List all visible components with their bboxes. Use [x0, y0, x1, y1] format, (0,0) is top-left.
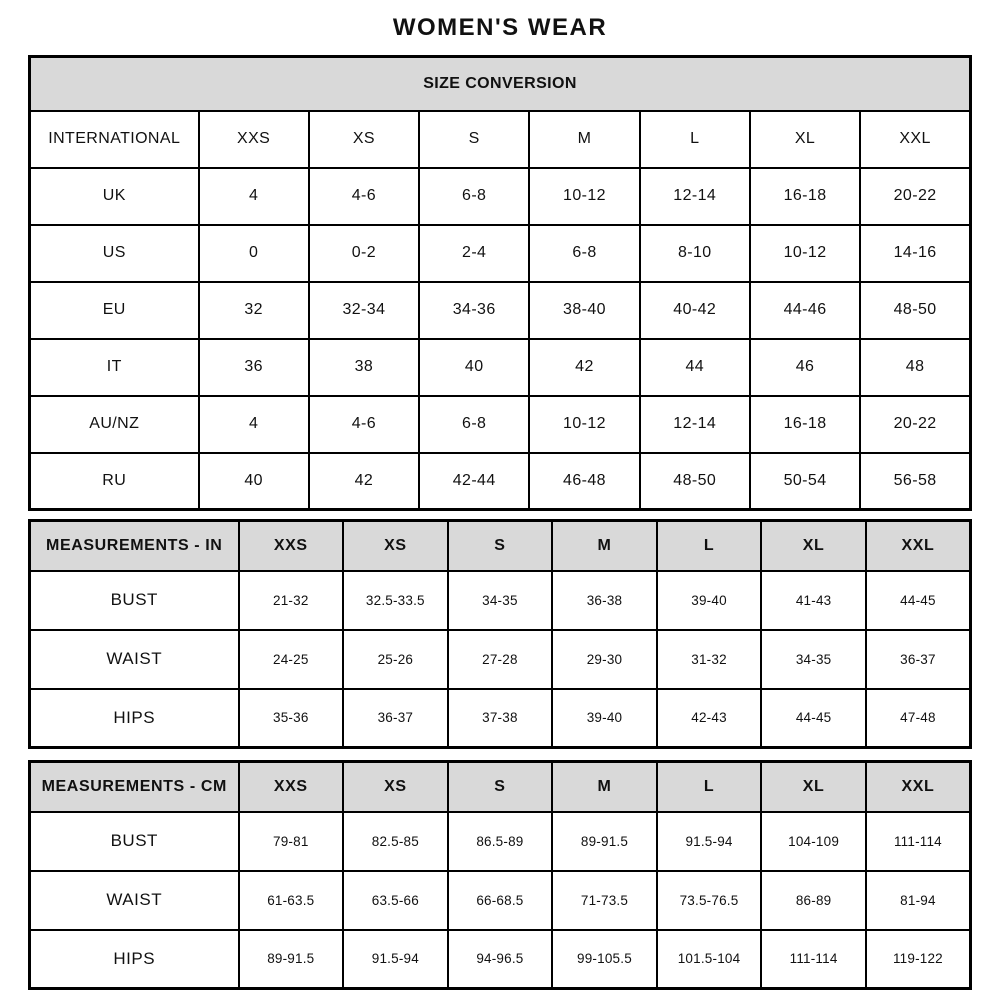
- table-header-row: [30, 111, 971, 168]
- value-cell: 44-45: [866, 571, 971, 630]
- value-cell: 21-32: [239, 571, 344, 630]
- value-cell: 6-8: [419, 396, 529, 453]
- value-cell: 44-45: [761, 689, 866, 748]
- value-cell: 12-14: [640, 396, 750, 453]
- table-title-cell: MEASUREMENTS - CM: [30, 762, 239, 812]
- size-header-cell: XL: [761, 521, 866, 571]
- table-header-row: [30, 762, 971, 812]
- size-conversion-table: [28, 55, 972, 511]
- table-row: [30, 630, 971, 689]
- size-header-cell: XS: [343, 762, 448, 812]
- size-header-cell: XXL: [866, 762, 971, 812]
- value-cell: 32: [199, 282, 309, 339]
- value-cell: 48-50: [640, 453, 750, 510]
- size-header-cell: XL: [750, 111, 860, 168]
- value-cell: 91.5-94: [657, 812, 762, 871]
- value-cell: 20-22: [860, 168, 970, 225]
- value-cell: 46: [750, 339, 860, 396]
- size-header-cell: S: [448, 762, 553, 812]
- row-label-cell: HIPS: [30, 689, 239, 748]
- size-header-cell: M: [529, 111, 639, 168]
- value-cell: 104-109: [761, 812, 866, 871]
- value-cell: 4: [199, 168, 309, 225]
- value-cell: 36: [199, 339, 309, 396]
- value-cell: 63.5-66: [343, 871, 448, 930]
- table-row: [30, 871, 971, 930]
- size-header-cell: XS: [309, 111, 419, 168]
- row-label-cell: BUST: [30, 571, 239, 630]
- value-cell: 42: [529, 339, 639, 396]
- value-cell: 8-10: [640, 225, 750, 282]
- row-label-cell: US: [30, 225, 199, 282]
- table-row: [30, 689, 971, 748]
- value-cell: 4-6: [309, 168, 419, 225]
- value-cell: 46-48: [529, 453, 639, 510]
- size-header-cell: XXL: [866, 521, 971, 571]
- value-cell: 47-48: [866, 689, 971, 748]
- value-cell: 44-46: [750, 282, 860, 339]
- value-cell: 101.5-104: [657, 930, 762, 989]
- size-header-cell: L: [657, 521, 762, 571]
- value-cell: 94-96.5: [448, 930, 553, 989]
- size-header-cell: S: [419, 111, 529, 168]
- table-row: [30, 571, 971, 630]
- value-cell: 91.5-94: [343, 930, 448, 989]
- size-header-cell: XL: [761, 762, 866, 812]
- value-cell: 40-42: [640, 282, 750, 339]
- value-cell: 14-16: [860, 225, 970, 282]
- value-cell: 10-12: [529, 396, 639, 453]
- row-label-cell: WAIST: [30, 630, 239, 689]
- value-cell: 42-44: [419, 453, 529, 510]
- table-header-row: [30, 521, 971, 571]
- value-cell: 16-18: [750, 168, 860, 225]
- value-cell: 6-8: [419, 168, 529, 225]
- table-row: [30, 225, 971, 282]
- value-cell: 81-94: [866, 871, 971, 930]
- value-cell: 36-37: [343, 689, 448, 748]
- value-cell: 10-12: [529, 168, 639, 225]
- table-title-cell: MEASUREMENTS - IN: [30, 521, 239, 571]
- value-cell: 48: [860, 339, 970, 396]
- value-cell: 111-114: [866, 812, 971, 871]
- value-cell: 50-54: [750, 453, 860, 510]
- value-cell: 29-30: [552, 630, 657, 689]
- table-row: [30, 930, 971, 989]
- value-cell: 56-58: [860, 453, 970, 510]
- value-cell: 86-89: [761, 871, 866, 930]
- value-cell: 32.5-33.5: [343, 571, 448, 630]
- value-cell: 27-28: [448, 630, 553, 689]
- value-cell: 111-114: [761, 930, 866, 989]
- row-label-cell: UK: [30, 168, 199, 225]
- size-header-cell: XXS: [239, 521, 344, 571]
- measurements-cm-table: [28, 760, 972, 990]
- value-cell: 12-14: [640, 168, 750, 225]
- table-row: [30, 168, 971, 225]
- value-cell: 36-38: [552, 571, 657, 630]
- value-cell: 119-122: [866, 930, 971, 989]
- value-cell: 79-81: [239, 812, 344, 871]
- table-row: [30, 396, 971, 453]
- value-cell: 40: [199, 453, 309, 510]
- value-cell: 32-34: [309, 282, 419, 339]
- value-cell: 37-38: [448, 689, 553, 748]
- value-cell: 10-12: [750, 225, 860, 282]
- row-label-cell: AU/NZ: [30, 396, 199, 453]
- row-label-cell: HIPS: [30, 930, 239, 989]
- value-cell: 34-36: [419, 282, 529, 339]
- size-header-cell: XS: [343, 521, 448, 571]
- value-cell: 4-6: [309, 396, 419, 453]
- value-cell: 25-26: [343, 630, 448, 689]
- value-cell: 2-4: [419, 225, 529, 282]
- value-cell: 35-36: [239, 689, 344, 748]
- page-title: WOMEN'S WEAR: [392, 14, 608, 41]
- measurements-in-table: [28, 519, 972, 749]
- value-cell: 89-91.5: [552, 812, 657, 871]
- table-row: [30, 339, 971, 396]
- value-cell: 89-91.5: [239, 930, 344, 989]
- value-cell: 66-68.5: [448, 871, 553, 930]
- value-cell: 71-73.5: [552, 871, 657, 930]
- value-cell: 61-63.5: [239, 871, 344, 930]
- value-cell: 0: [199, 225, 309, 282]
- size-conversion-caption: SIZE CONVERSION: [30, 57, 971, 111]
- value-cell: 20-22: [860, 396, 970, 453]
- row-label-cell: RU: [30, 453, 199, 510]
- value-cell: 40: [419, 339, 529, 396]
- size-header-cell: M: [552, 521, 657, 571]
- table-caption-row: [30, 57, 971, 111]
- value-cell: 42-43: [657, 689, 762, 748]
- size-header-cell: L: [657, 762, 762, 812]
- value-cell: 6-8: [529, 225, 639, 282]
- table-row: [30, 282, 971, 339]
- table-row: [30, 453, 971, 510]
- value-cell: 31-32: [657, 630, 762, 689]
- table-title-cell: INTERNATIONAL: [30, 111, 199, 168]
- value-cell: 16-18: [750, 396, 860, 453]
- size-header-cell: L: [640, 111, 750, 168]
- table-row: [30, 812, 971, 871]
- value-cell: 86.5-89: [448, 812, 553, 871]
- size-header-cell: M: [552, 762, 657, 812]
- value-cell: 0-2: [309, 225, 419, 282]
- value-cell: 73.5-76.5: [657, 871, 762, 930]
- value-cell: 39-40: [657, 571, 762, 630]
- size-header-cell: S: [448, 521, 553, 571]
- value-cell: 36-37: [866, 630, 971, 689]
- row-label-cell: BUST: [30, 812, 239, 871]
- value-cell: 39-40: [552, 689, 657, 748]
- size-header-cell: XXS: [239, 762, 344, 812]
- value-cell: 48-50: [860, 282, 970, 339]
- value-cell: 82.5-85: [343, 812, 448, 871]
- size-header-cell: XXL: [860, 111, 970, 168]
- size-header-cell: XXS: [199, 111, 309, 168]
- value-cell: 24-25: [239, 630, 344, 689]
- value-cell: 34-35: [448, 571, 553, 630]
- value-cell: 44: [640, 339, 750, 396]
- value-cell: 38: [309, 339, 419, 396]
- value-cell: 99-105.5: [552, 930, 657, 989]
- value-cell: 42: [309, 453, 419, 510]
- value-cell: 41-43: [761, 571, 866, 630]
- value-cell: 38-40: [529, 282, 639, 339]
- value-cell: 34-35: [761, 630, 866, 689]
- row-label-cell: IT: [30, 339, 199, 396]
- row-label-cell: EU: [30, 282, 199, 339]
- value-cell: 4: [199, 396, 309, 453]
- row-label-cell: WAIST: [30, 871, 239, 930]
